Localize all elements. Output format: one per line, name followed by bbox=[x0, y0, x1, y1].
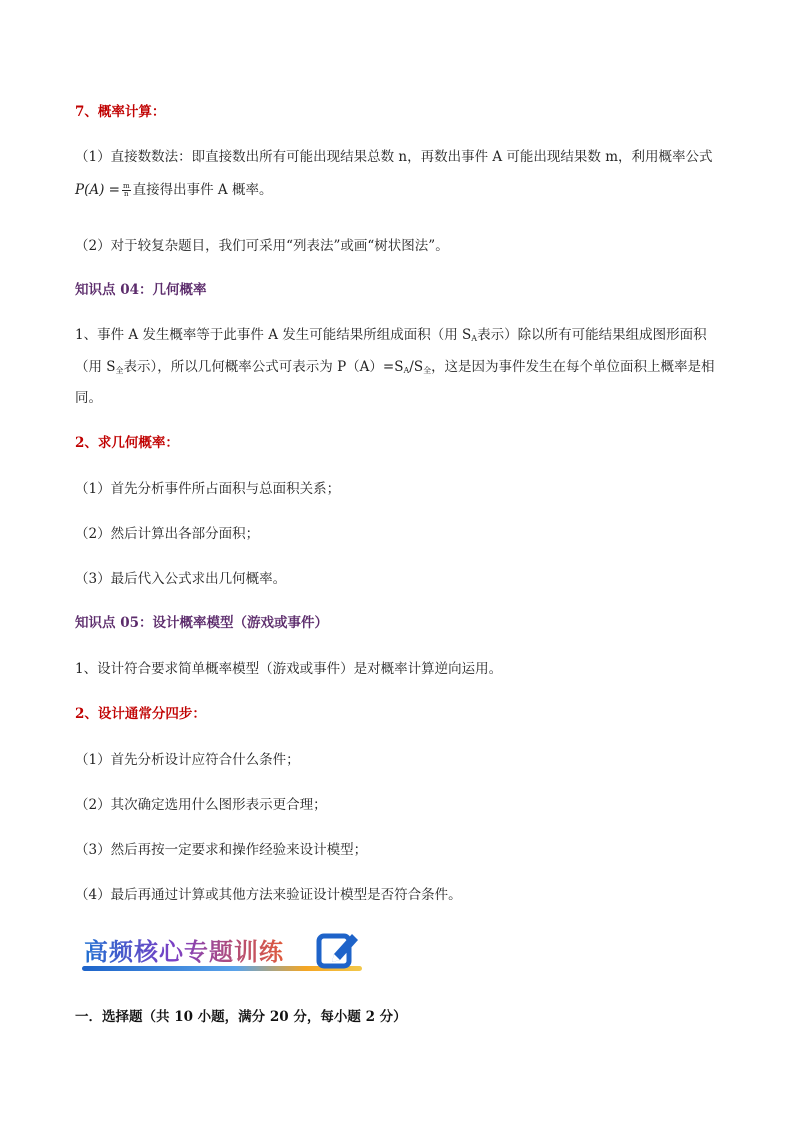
list-item: （2）然后计算出各部分面积； bbox=[75, 526, 260, 542]
text: ，这是因为事件发生在每个单位面积上概率是相 bbox=[431, 359, 715, 375]
formula-lhs: P(A) = bbox=[75, 182, 120, 198]
list-item: （1）首先分析设计应符合什么条件； bbox=[75, 752, 300, 768]
paragraph: 同。 bbox=[75, 390, 102, 406]
paragraph-formula-line bbox=[75, 181, 272, 199]
knowledge-heading: 知识点 05：设计概率模型（游戏或事件） bbox=[75, 615, 328, 631]
edit-pencil-icon bbox=[316, 930, 360, 970]
subscript: A bbox=[471, 334, 478, 343]
fraction-numerator: m bbox=[122, 182, 130, 190]
subscript: 全 bbox=[423, 366, 432, 375]
section-heading: 2、求几何概率： bbox=[75, 435, 179, 451]
subscript: 全 bbox=[115, 366, 124, 375]
paragraph: 1、设计符合要求简单概率模型（游戏或事件）是对概率计算逆向运用。 bbox=[75, 661, 503, 677]
section-heading: 2、设计通常分四步： bbox=[75, 706, 206, 722]
paragraph bbox=[75, 358, 715, 380]
list-item: （1）首先分析事件所占面积与总面积关系； bbox=[75, 481, 341, 497]
banner-title: 高频核心专题训练 bbox=[84, 932, 284, 967]
subscript: A bbox=[403, 366, 410, 375]
text: /S bbox=[409, 359, 424, 375]
exercise-heading: 一．选择题（共 10 小题，满分 20 分，每小题 2 分） bbox=[75, 1009, 407, 1025]
fraction-denominator: n bbox=[124, 190, 129, 198]
list-item: （2）其次确定选用什么图形表示更合理； bbox=[75, 797, 327, 813]
paragraph-text: 直接得出事件 A 概率。 bbox=[132, 182, 273, 198]
training-banner bbox=[78, 928, 368, 978]
text: 1、事件 A 发生概率等于此事件 A 发生可能结果所组成面积（用 S bbox=[75, 327, 472, 343]
knowledge-heading: 知识点 04：几何概率 bbox=[75, 282, 207, 298]
text: （用 S bbox=[75, 359, 116, 375]
fraction bbox=[122, 183, 131, 198]
text: 表示），所以几何概率公式可表示为 P（A）=S bbox=[123, 359, 404, 375]
list-item: （4）最后再通过计算或其他方法来验证设计模型是否符合条件。 bbox=[75, 887, 462, 903]
section-heading: 7、概率计算： bbox=[75, 104, 166, 120]
list-item: （3）然后再按一定要求和操作经验来设计模型； bbox=[75, 842, 368, 858]
paragraph bbox=[75, 326, 707, 348]
paragraph: （1）直接数数法：即直接数出所有可能出现结果总数 n，再数出事件 A 可能出现结果数 m，利用概率公式 bbox=[75, 149, 713, 165]
paragraph: （2）对于较复杂题目，我们可采用“列表法”或画“树状图法”。 bbox=[75, 238, 449, 254]
text: 表示）除以所有可能结果组成图形面积 bbox=[477, 327, 707, 343]
list-item: （3）最后代入公式求出几何概率。 bbox=[75, 571, 287, 587]
